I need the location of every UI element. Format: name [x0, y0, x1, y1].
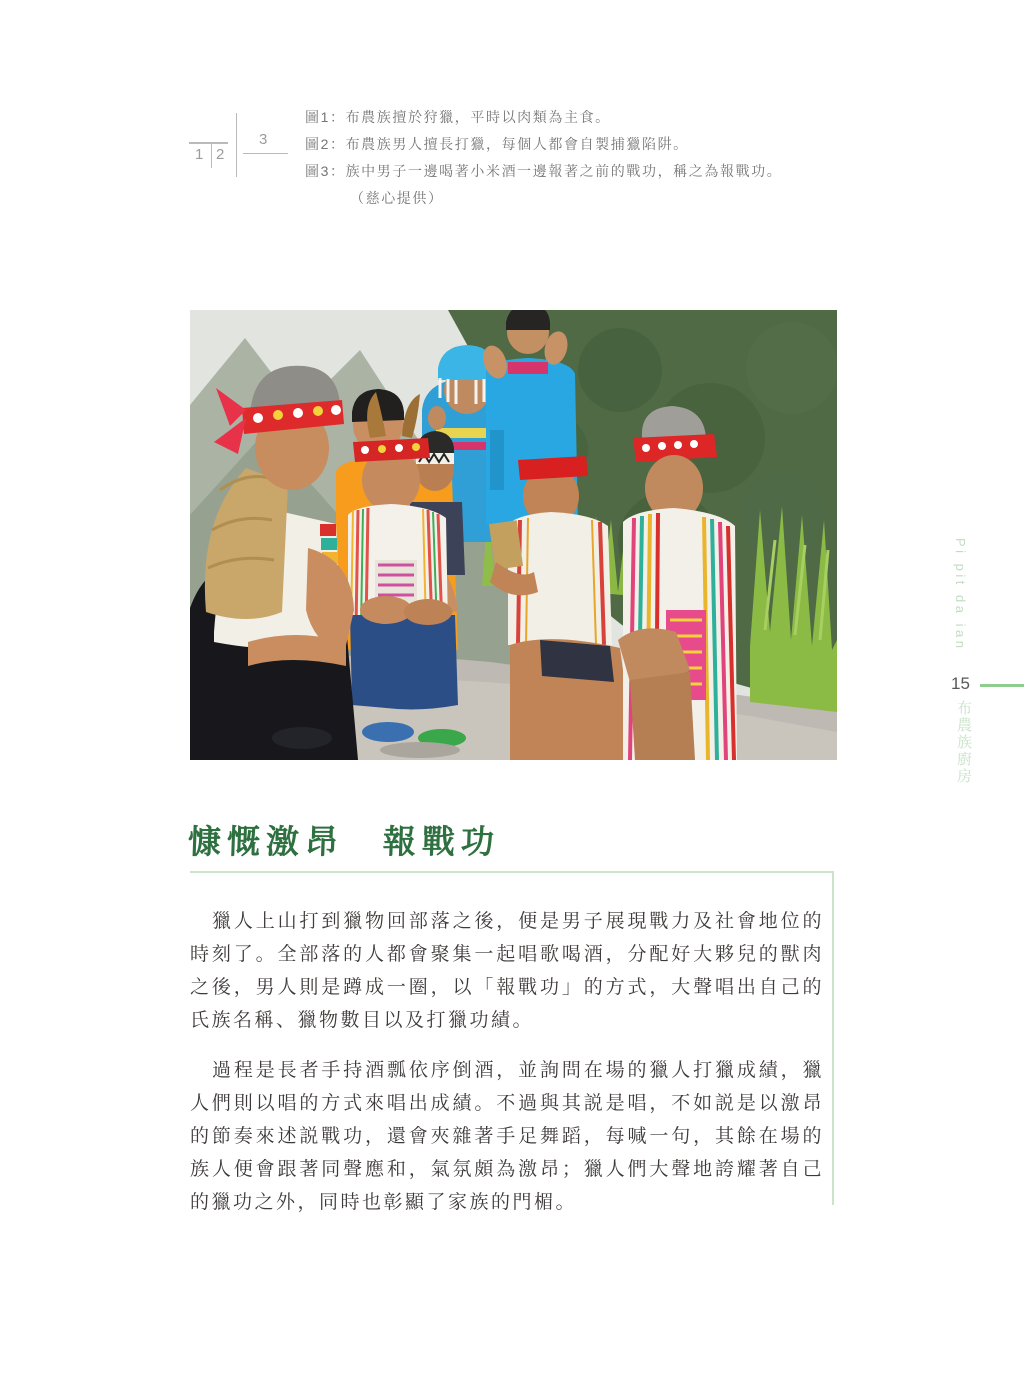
- figure-number-2: 2: [216, 146, 225, 163]
- caption-line: 圖1：布農族擅於狩獵，平時以肉類為主食。: [305, 109, 611, 125]
- sidebar-chapter-label: 布農族廚房: [955, 700, 972, 785]
- page-number-rule: [980, 684, 1024, 687]
- photo-report-battle-merits: [190, 310, 837, 760]
- page-number: 15: [951, 674, 970, 693]
- section-body: [190, 905, 824, 1236]
- section-heading: 慷慨激昂 報戰功: [187, 823, 501, 860]
- body-paragraph: 過程是長者手持酒瓢依序倒酒，並詢問在場的獵人打獵成績，獵人們則以唱的方式來唱出成績。不過與其説是唱，不如説是以激昂的節奏來述説戰功，還會夾雜著手足舞蹈，每喊一句，其餘在場的族人便會跟著同聲應和，氣氛頗為激昂；獵人們大聲地誇耀著自己的獵功之外，同時也彰顯了家族的門楣。: [190, 1060, 824, 1213]
- caption-credit: （慈心提供）: [350, 190, 444, 206]
- sidebar-roman-label: Pi pit da ian: [953, 538, 968, 652]
- figure-number-3: 3: [259, 131, 268, 148]
- text-rule-vertical: [832, 871, 834, 1205]
- indicator-overline: [189, 142, 228, 144]
- body-paragraph: 獵人上山打到獵物回部落之後，便是男子展現戰力及社會地位的時刻了。全部落的人都會聚集一起唱歌喝酒，分配好大夥兒的獸肉之後，男人則是蹲成一圈，以「報戰功」的方式，大聲唱出自己的氏族名稱、獵物數目以及打獵功績。: [190, 911, 824, 1031]
- indicator-divider-tall: [236, 113, 237, 177]
- heading-rule-horizontal: [190, 871, 834, 873]
- indicator-underline: [243, 153, 288, 154]
- figure-captions: [305, 104, 905, 212]
- figure-number-1: 1: [195, 146, 204, 163]
- indicator-divider-small: [211, 142, 212, 168]
- caption-line: 圖3：族中男子一邊喝著小米酒一邊報著之前的戰功，稱之為報戰功。: [305, 163, 783, 179]
- caption-line: 圖2：布農族男人擅長打獵，每個人都會自製捕獵陷阱。: [305, 136, 689, 152]
